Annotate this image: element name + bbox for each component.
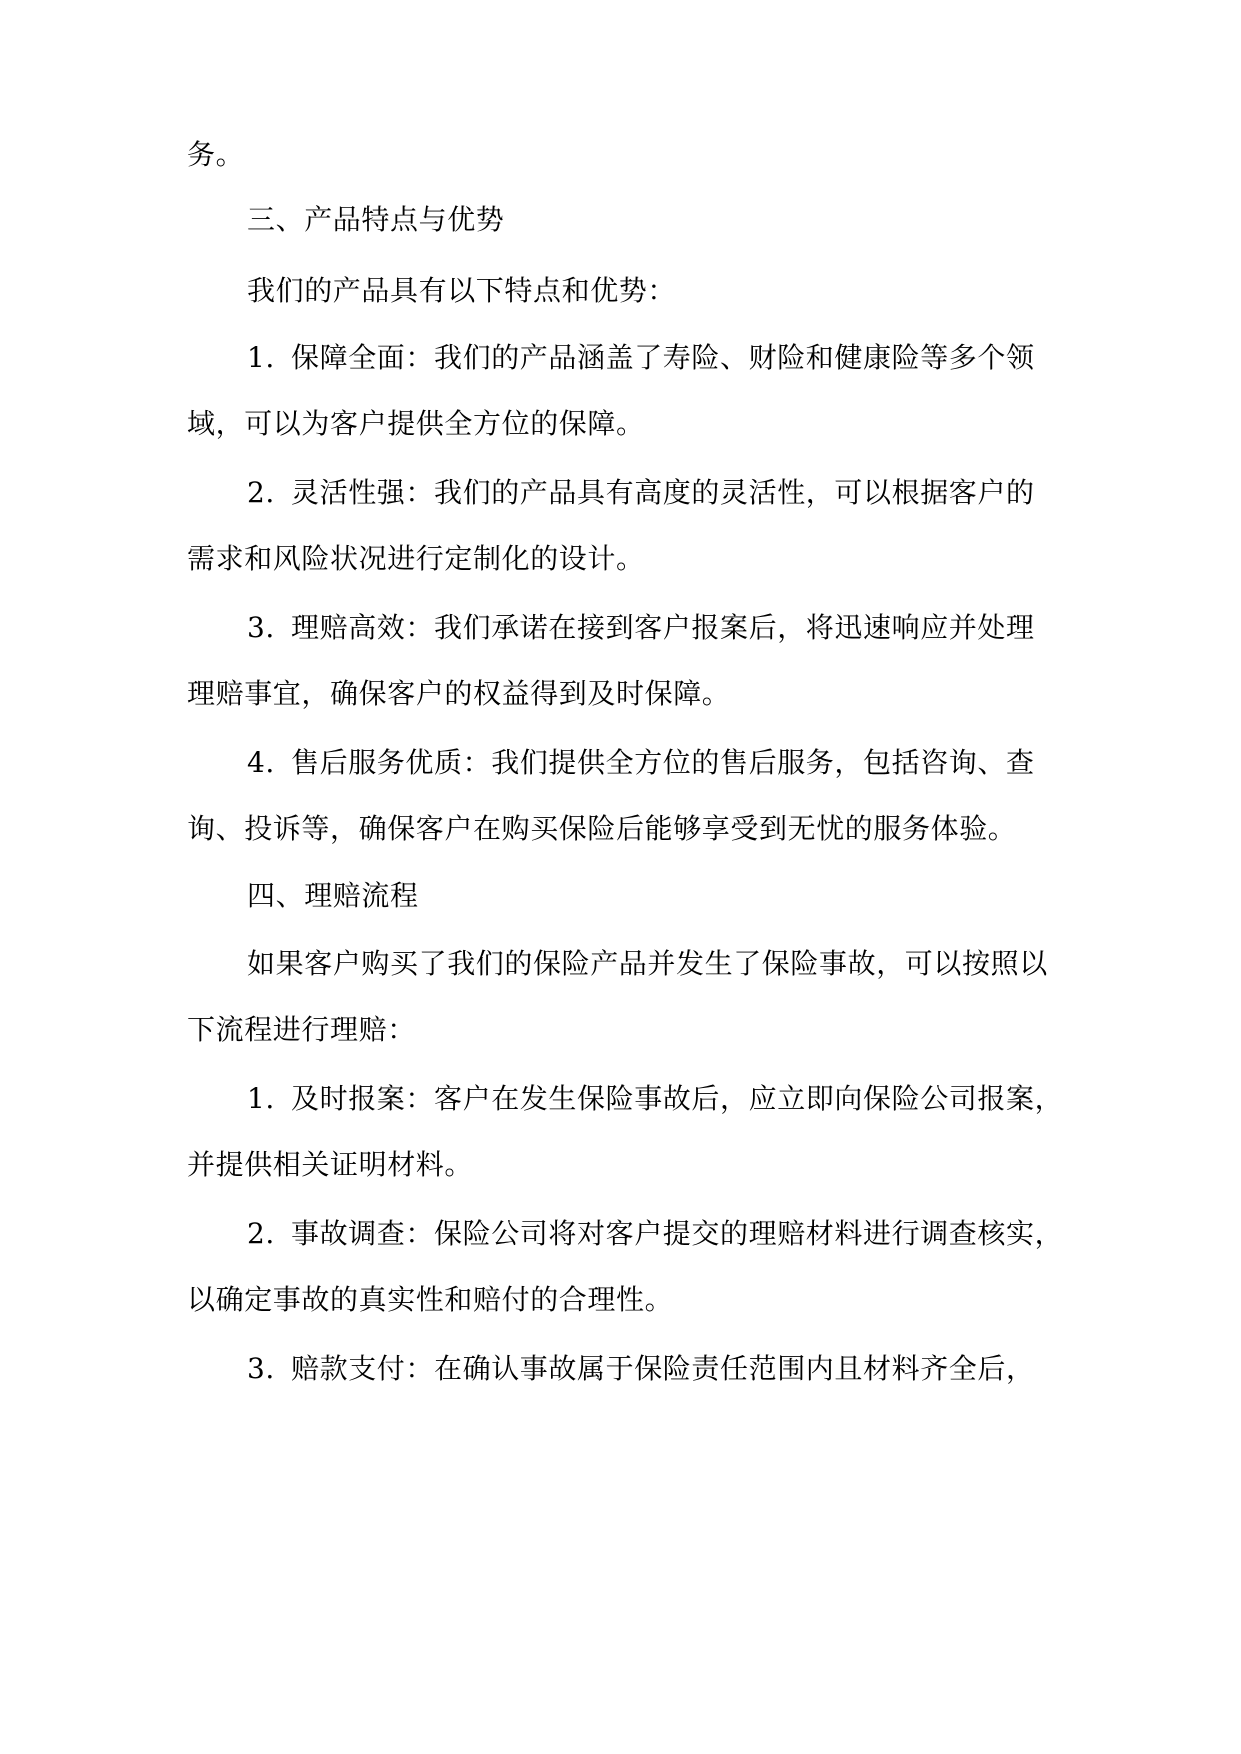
list-number: 1. [247,341,275,374]
paragraph-claims-intro-line-2: 下流程进行理赔： [187,1013,416,1046]
claim-step-2-line-2: 以确定事故的真实性和赔付的合理性。 [187,1283,674,1316]
list-item-4-line-1 [247,745,1117,781]
list-item-2-line-1 [247,475,1117,511]
list-item-4-line-2: 询、投诉等，确保客户在购买保险后能够享受到无忧的服务体验。 [187,812,1017,845]
claim-step-2-line-1 [247,1216,1117,1252]
section-heading-4: 四、理赔流程 [247,879,419,912]
claim-step-1-line-2: 并提供相关证明材料。 [187,1148,474,1181]
paragraph-claims-intro-line-1: 如果客户购买了我们的保险产品并发生了保险事故，可以按照以 [247,947,1048,980]
list-text: 灵活性强：我们的产品具有高度的灵活性，可以根据客户的 [291,476,1035,509]
list-item-1-line-2: 域，可以为客户提供全方位的保障。 [187,407,645,440]
claim-step-1-line-1 [247,1081,1117,1117]
list-text: 保障全面：我们的产品涵盖了寿险、财险和健康险等多个领 [291,341,1035,374]
list-text: 及时报案：客户在发生保险事故后，应立即向保险公司报案， [291,1082,1064,1115]
list-number: 1. [247,1082,275,1115]
list-text: 事故调查：保险公司将对客户提交的理赔材料进行调查核实， [291,1217,1064,1250]
claim-step-3-line-1 [247,1351,1117,1387]
list-number: 2. [247,1217,275,1250]
list-item-3-line-1 [247,610,1117,646]
list-item-1-line-1 [247,340,1117,376]
list-number: 3. [247,611,275,644]
paragraph-continuation: 务。 [187,138,245,171]
section-heading-3: 三、产品特点与优势 [247,203,505,236]
list-text: 理赔高效：我们承诺在接到客户报案后，将迅速响应并处理 [291,611,1035,644]
list-text: 赔款支付：在确认事故属于保险责任范围内且材料齐全后， [291,1352,1035,1385]
list-item-3-line-2: 理赔事宜，确保客户的权益得到及时保障。 [187,677,731,710]
list-number: 4. [247,746,275,779]
list-number: 3. [247,1352,275,1385]
list-text: 售后服务优质：我们提供全方位的售后服务，包括咨询、查 [291,746,1035,779]
list-item-2-line-2: 需求和风险状况进行定制化的设计。 [187,542,645,575]
list-number: 2. [247,476,275,509]
paragraph-intro-features: 我们的产品具有以下特点和优势： [247,274,677,307]
